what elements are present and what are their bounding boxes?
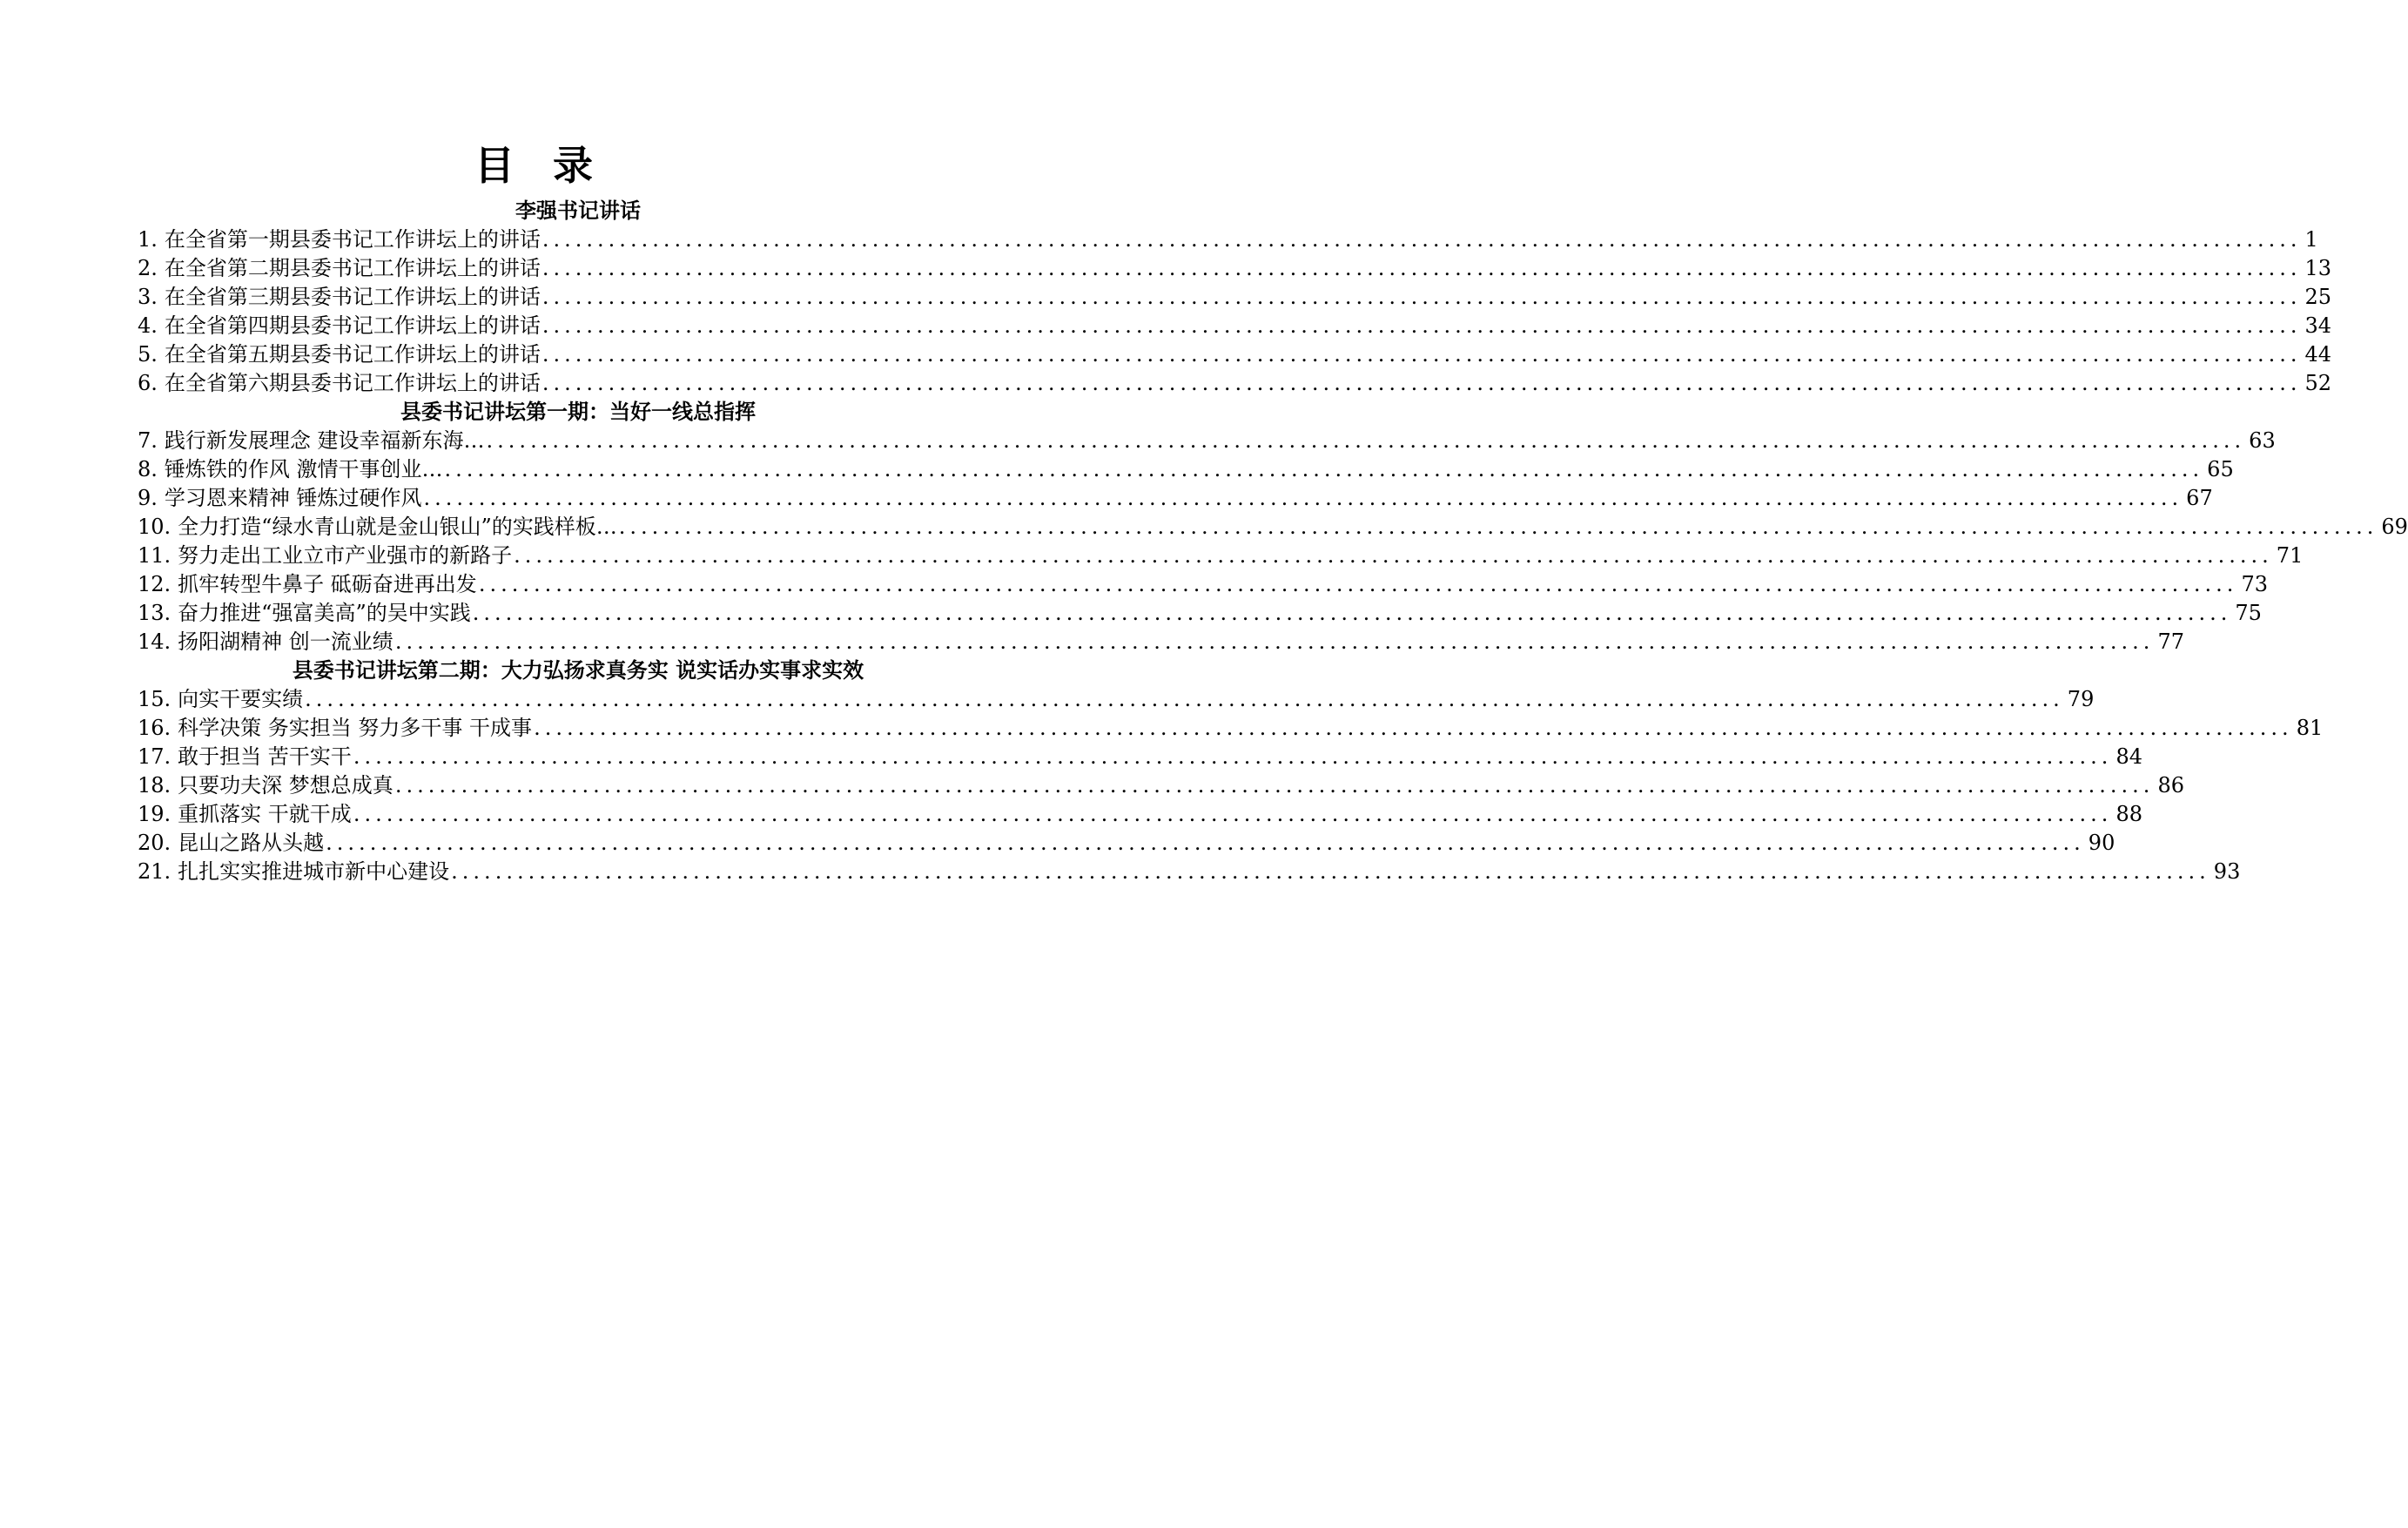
entry-page-number: 90 [2088,831,2115,855]
entry-title: 扎扎实实推进城市新中心建设 [178,859,450,884]
toc-entry[interactable] [138,283,2332,312]
entry-page-number: 79 [2067,687,2095,711]
entry-page-number: 81 [2296,716,2324,740]
entry-page-number: 52 [2304,371,2332,395]
section-heading: 李强书记讲话 [515,199,641,223]
toc-entry[interactable] [138,743,2142,771]
entry-number: 2. [138,256,158,280]
entry-title: 在全省第四期县委书记工作讲坛上的讲话 [164,313,541,338]
toc-entry[interactable] [138,771,2184,800]
entry-number: 16. [138,716,172,740]
entry-number: 8. [138,457,158,481]
entry-title: 敢于担当 苦干实干 [178,744,352,769]
dot-leader: ................................................................................................................................................................ [541,227,2302,252]
toc-entry[interactable] [138,829,2115,858]
entry-number: 14. [138,629,172,654]
entry-title: 在全省第二期县委书记工作讲坛上的讲话 [164,256,541,280]
toc-entry[interactable] [138,800,2142,829]
toc-title: 目 录 [474,142,605,189]
entry-page-number: 73 [2241,572,2268,596]
section-heading: 县委书记讲坛第一期：当好一线总指挥 [400,400,756,424]
entry-number: 6. [138,371,158,395]
dot-leader: ................................................................................................................................................................ [486,428,2246,453]
dot-leader: ................................................................................................................................................................ [478,572,2238,596]
toc-entry[interactable] [138,858,2241,886]
toc-entry[interactable] [138,714,2324,743]
entry-number: 20. [138,831,172,855]
entry-page-number: 86 [2157,773,2184,798]
toc-entry[interactable] [138,369,2332,398]
toc-entry[interactable] [138,599,2262,628]
entry-title: 抓牢转型牛鼻子 砥砺奋进再出发 [178,572,477,596]
dot-leader: ................................................................................................................................................................ [394,629,2155,654]
dot-leader: ................................................................................................................................................................ [394,773,2155,798]
entry-page-number: 63 [2249,428,2276,453]
entry-title: 扬阳湖精神 创一流业绩 [178,629,393,654]
dot-leader: ................................................................................................................................................................ [541,342,2302,367]
entry-page-number: 77 [2157,629,2184,654]
dot-leader: ................................................................................................................................................................ [534,716,2293,740]
entry-page-number: 75 [2235,601,2262,625]
entry-page-number: 69 [2381,515,2408,539]
toc-entry[interactable] [138,513,2408,542]
entry-page-number: 44 [2304,342,2332,367]
entry-number: 7. [138,428,158,453]
toc-entry[interactable] [138,340,2332,369]
dot-leader: ................................................................................................................................................................ [472,601,2232,625]
entry-title: 在全省第一期县委书记工作讲坛上的讲话 [164,227,541,252]
entry-page-number: 84 [2115,744,2142,769]
entry-number: 4. [138,313,158,338]
dot-leader: ................................................................................................................................................................ [305,687,2064,711]
entry-title: 只要功夫深 梦想总成真 [178,773,393,798]
entry-number: 21. [138,859,172,884]
dot-leader: ................................................................................................................................................................ [541,371,2302,395]
toc-entry[interactable] [138,484,2213,513]
dot-leader: ................................................................................................................................................................ [353,802,2113,826]
entry-title: 努力走出工业立市产业强市的新路子 [178,543,513,568]
toc-entry[interactable] [138,312,2332,340]
dot-leader: ................................................................................................................................................................ [541,256,2302,280]
entry-page-number: 93 [2213,859,2241,884]
entry-title: 向实干要实绩 [178,687,304,711]
toc-entry[interactable] [138,542,2304,570]
entry-number: 10. [138,515,172,539]
entry-title: 在全省第三期县委书记工作讲坛上的讲话 [164,285,541,309]
dot-leader: ................................................................................................................................................................ [423,486,2183,510]
entry-number: 18. [138,773,172,798]
toc-entry[interactable] [138,628,2184,656]
dot-leader: ................................................................................................................................................................ [541,313,2302,338]
entry-page-number: 1 [2304,227,2318,252]
entry-number: 9. [138,486,158,510]
entry-number: 3. [138,285,158,309]
toc-entry[interactable] [138,685,2095,714]
dot-leader: ................................................................................................................................................................ [541,285,2302,309]
dot-leader: ................................................................................................................................................................ [618,515,2378,539]
entry-number: 12. [138,572,172,596]
entry-number: 15. [138,687,172,711]
dot-leader: ................................................................................................................................................................ [326,831,2085,855]
entry-page-number: 65 [2207,457,2234,481]
dot-leader: ................................................................................................................................................................ [353,744,2113,769]
dot-leader: ................................................................................................................................................................ [451,859,2210,884]
toc-entry[interactable] [138,427,2276,455]
toc-entry[interactable] [138,254,2332,283]
entry-number: 11. [138,543,172,568]
entry-title: 重抓落实 干就干成 [178,802,352,826]
entry-title: 学习恩来精神 锤炼过硬作风 [164,486,422,510]
toc-entry[interactable] [138,570,2268,599]
entry-number: 19. [138,802,172,826]
section-heading: 县委书记讲坛第二期：大力弘扬求真务实 说实话办实事求实效 [292,658,864,683]
dot-leader: ................................................................................................................................................................ [514,543,2273,568]
entry-title: 在全省第五期县委书记工作讲坛上的讲话 [164,342,541,367]
entry-title: 全力打造“绿水青山就是金山银山”的实践样板… [178,515,617,539]
entry-title: 践行新发展理念 建设幸福新东海… [164,428,485,453]
entry-number: 1. [138,227,158,252]
entry-number: 17. [138,744,172,769]
toc-entry[interactable] [138,225,2318,254]
entry-title: 奋力推进“强富美高”的吴中实践 [178,601,471,625]
toc-list [138,197,2408,886]
entry-title: 锤炼铁的作风 激情干事创业… [164,457,443,481]
entry-page-number: 25 [2304,285,2332,309]
dot-leader: ................................................................................................................................................................ [444,457,2204,481]
entry-page-number: 88 [2115,802,2142,826]
entry-title: 在全省第六期县委书记工作讲坛上的讲话 [164,371,541,395]
entry-number: 13. [138,601,172,625]
entry-number: 5. [138,342,158,367]
entry-title: 科学决策 务实担当 努力多干事 干成事 [178,716,533,740]
entry-page-number: 34 [2304,313,2332,338]
entry-page-number: 13 [2304,256,2332,280]
entry-title: 昆山之路从头越 [178,831,325,855]
toc-entry[interactable] [138,455,2234,484]
entry-page-number: 67 [2186,486,2213,510]
entry-page-number: 71 [2276,543,2304,568]
